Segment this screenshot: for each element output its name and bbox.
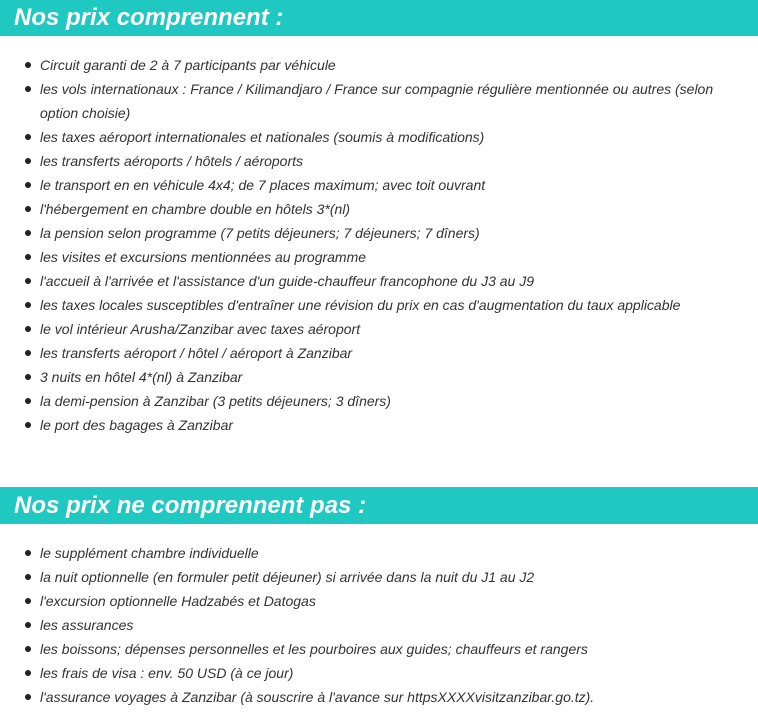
excluded-heading: Nos prix ne comprennent pas :: [0, 487, 758, 524]
list-item: l'excursion optionnelle Hadzabés et Datogas: [0, 589, 758, 613]
list-item: le supplément chambre individuelle: [0, 541, 758, 565]
list-item: l'assurance voyages à Zanzibar (à souscrire à l'avance sur httpsXXXXvisitzanzibar.go.tz).: [0, 685, 758, 709]
list-item: Circuit garanti de 2 à 7 participants par véhicule: [0, 53, 758, 77]
list-item: les visites et excursions mentionnées au programme: [0, 245, 758, 269]
list-item: l'accueil à l'arrivée et l'assistance d'un guide-chauffeur francophone du J3 au J9: [0, 269, 758, 293]
included-list: [0, 36, 758, 437]
list-item: le transport en en véhicule 4x4; de 7 places maximum; avec toit ouvrant: [0, 173, 758, 197]
list-item: les vols internationaux : France / Kilimandjaro / France sur compagnie régulière mentionnée ou autres (selon option choisie): [0, 77, 758, 125]
list-item: les boissons; dépenses personnelles et les pourboires aux guides; chauffeurs et rangers: [0, 637, 758, 661]
list-item: la demi-pension à Zanzibar (3 petits déjeuners; 3 dîners): [0, 389, 758, 413]
list-item: les transferts aéroport / hôtel / aéroport à Zanzibar: [0, 341, 758, 365]
list-item: l'hébergement en chambre double en hôtels 3*(nl): [0, 197, 758, 221]
list-item: les taxes locales susceptibles d'entraîner une révision du prix en cas d'augmentation du taux applicable: [0, 293, 758, 317]
excluded-section: [0, 487, 758, 709]
list-item: les assurances: [0, 613, 758, 637]
included-heading: Nos prix comprennent :: [0, 0, 758, 36]
list-item: le vol intérieur Arusha/Zanzibar avec taxes aéroport: [0, 317, 758, 341]
excluded-list: [0, 524, 758, 709]
list-item: la nuit optionnelle (en formuler petit déjeuner) si arrivée dans la nuit du J1 au J2: [0, 565, 758, 589]
list-item: les taxes aéroport internationales et nationales (soumis à modifications): [0, 125, 758, 149]
list-item: les transferts aéroports / hôtels / aéroports: [0, 149, 758, 173]
list-item: les frais de visa : env. 50 USD (à ce jour): [0, 661, 758, 685]
list-item: le port des bagages à Zanzibar: [0, 413, 758, 437]
list-item: 3 nuits en hôtel 4*(nl) à Zanzibar: [0, 365, 758, 389]
list-item: la pension selon programme (7 petits déjeuners; 7 déjeuners; 7 dîners): [0, 221, 758, 245]
